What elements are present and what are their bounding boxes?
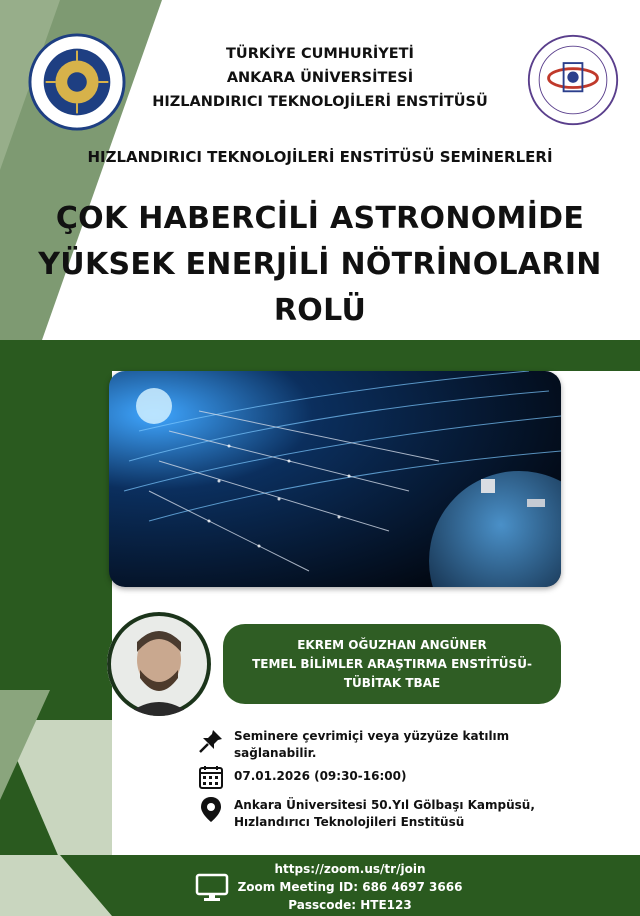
speaker-photo [107, 612, 211, 716]
header-country: TÜRKİYE CUMHURİYETİ [226, 46, 414, 62]
title-line-2: YÜKSEK ENERJİLİ NÖTRİNOLARIN [38, 247, 602, 282]
seminar-series: HIZLANDIRICI TEKNOLOJİLERİ ENSTİTÜSÜ SEMİNERLERİ [87, 148, 553, 166]
header-institute: HIZLANDIRICI TEKNOLOJİLERİ ENSTİTÜSÜ [152, 94, 488, 110]
pushpin-icon [198, 728, 224, 754]
datetime-row [198, 764, 406, 790]
location-row [198, 795, 535, 831]
online-info [190, 860, 510, 914]
title-line-3: ROLÜ [273, 293, 367, 328]
location-text-1: Ankara Üniversitesi 50.Yıl Gölbaşı Kampüsü, [234, 798, 535, 812]
zoom-passcode: Passcode: HTE123 [288, 898, 412, 912]
location-pin-icon [198, 795, 224, 825]
speaker-portrait-icon [107, 612, 211, 716]
participation-text-2: sağlanabilir. [234, 746, 317, 760]
seminar-title [20, 196, 620, 334]
participation-text-1: Seminere çevrimiçi veya yüzyüze katılım [234, 729, 510, 743]
zoom-url[interactable]: https://zoom.us/tr/join [274, 862, 426, 876]
ankara-university-logo [28, 33, 126, 131]
speaker-affiliation-2: TÜBİTAK TBAE [343, 675, 441, 690]
header-university: ANKARA ÜNİVERSİTESİ [226, 70, 414, 86]
speaker-card [223, 624, 561, 704]
neutrino-illustration [109, 371, 561, 587]
seminar-datetime: 07.01.2026 (09:30-16:00) [234, 769, 407, 783]
participation-row [198, 728, 509, 762]
zoom-meeting-id: Zoom Meeting ID: 686 4697 3666 [237, 880, 463, 894]
location-text-2: Hızlandırıcı Teknolojileri Enstitüsü [234, 815, 465, 829]
institution-header [130, 42, 510, 114]
accelerator-institute-logo [526, 33, 620, 127]
speaker-affiliation-1: TEMEL BİLİMLER ARAŞTIRMA ENSTİTÜSÜ- [252, 656, 532, 671]
title-line-1: ÇOK HABERCİLİ ASTRONOMİDE [55, 201, 585, 236]
speaker-name: EKREM OĞUZHAN ANGÜNER [297, 637, 487, 652]
calendar-icon [198, 764, 224, 790]
